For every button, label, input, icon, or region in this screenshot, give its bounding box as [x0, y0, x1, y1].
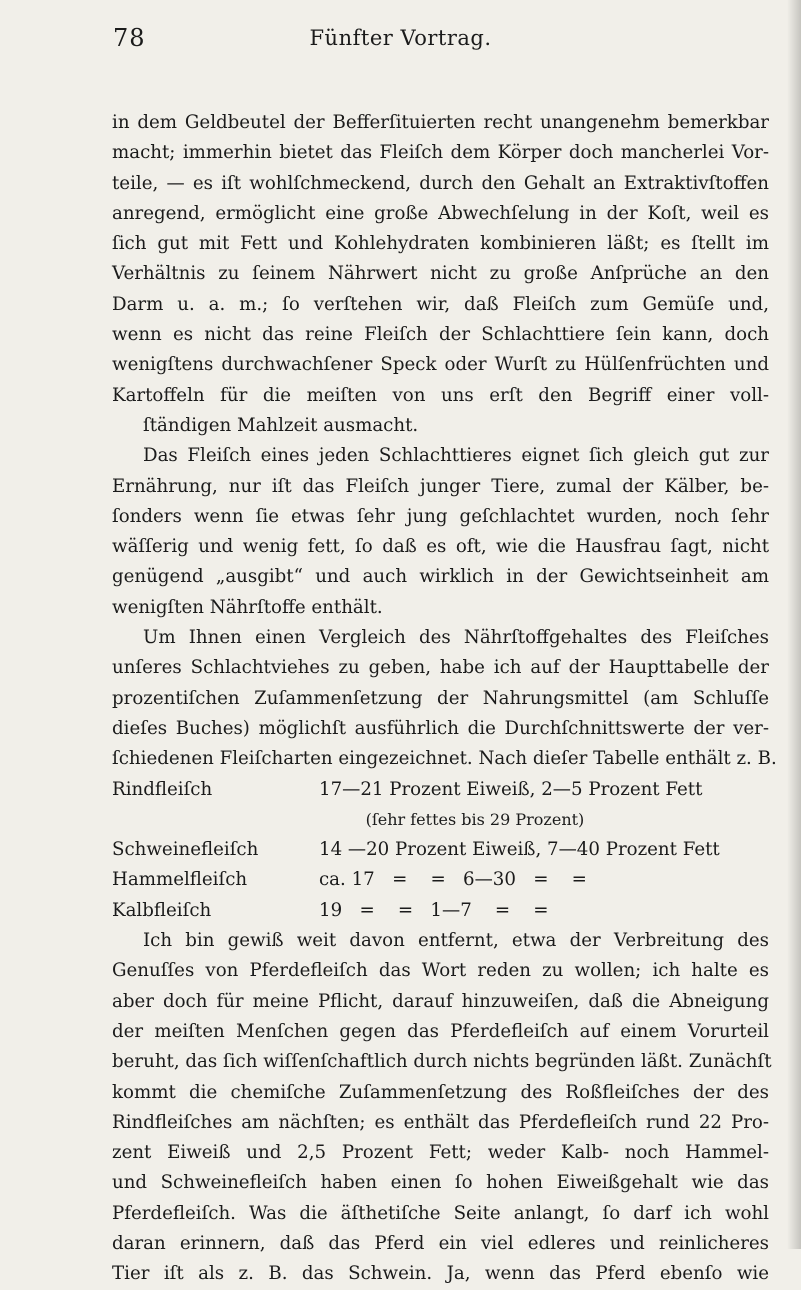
text-line: in dem Geldbeutel der Befferſituierten recht unangenehm bemerkbar: [112, 112, 769, 133]
meat-name: Schweinefleiſch: [112, 839, 259, 861]
text-line: und Schweinefleiſch haben einen ſo hohen Eiweißgehalt wie das: [112, 1172, 769, 1194]
text-line: wenigſten Nährſtoffe enthält.: [112, 596, 383, 618]
meat-values: ca. 17 = = 6—30 = =: [319, 869, 587, 891]
text-line: Pferdefleiſch. Was die äſthetiſche Seite anlangt, ſo darf ich wohl: [112, 1202, 769, 1224]
text-line: Ernährung, nur iſt das Fleiſch junger Tiere, zumal der Kälber, be-: [112, 475, 769, 497]
text-line: ſonders wenn ſie etwas ſehr jung geſchlachtet wurden, noch ſehr: [112, 505, 769, 527]
table-note-row: [112, 805, 769, 835]
text-line: unſeres Schlachtviehes zu geben, habe ich auf der Haupttabelle der: [112, 657, 769, 679]
text-line: wenn es nicht das reine Fleiſch der Schlachttiere ſein kann, doch: [112, 324, 769, 346]
text-line: ſich gut mit Fett und Kohlehydraten kombinieren läßt; es ſtellt im: [112, 233, 769, 255]
meat-values: 14 —20 Prozent Eiweiß, 7—40 Prozent Fett: [319, 839, 720, 861]
text-line: Ich bin gewiß weit davon entfernt, etwa der Verbreitung des: [143, 930, 769, 952]
text-line: beruht, das ſich wiſſenſchaftlich durch nichts begründen läßt. Zunächſt: [112, 1051, 772, 1073]
text-line: Verhältnis zu ſeinem Nährwert nicht zu große Anſprüche an den: [112, 263, 769, 285]
text-line: ſchiedenen Fleiſcharten eingezeichnet. Nach dieſer Tabelle enthält z. B.: [112, 748, 777, 770]
body-text: [112, 108, 777, 1290]
table-row: [112, 865, 769, 895]
text-line: Das Fleiſch eines jeden Schlachttieres eignet ſich gleich gut zur: [143, 445, 769, 467]
text-line: prozentiſchen Zuſammenſetzung der Nahrungsmittel (am Schluſſe: [112, 687, 769, 709]
paragraph-4: [112, 926, 772, 1290]
text-line: genügend „ausgibt“ und auch wirklich in der Gewichtseinheit am: [112, 566, 769, 588]
text-line: kommt die chemiſche Zuſammenſetzung des Roßfleiſches der des: [112, 1081, 769, 1103]
table-row: [112, 835, 769, 865]
text-line: Kartoffeln für die meiſten von uns erſt den Begriff einer voll-: [112, 384, 769, 406]
meat-name: Kalbfleiſch: [112, 899, 212, 921]
text-line: aber doch für meine Pflicht, darauf hinzuweiſen, daß die Abneigung: [112, 990, 769, 1012]
text-line: Um Ihnen einen Vergleich des Nährſtoffgehaltes des Fleiſches: [143, 627, 769, 649]
paragraph-1: [112, 108, 769, 441]
nutrient-table: [112, 775, 769, 926]
text-line: macht; immerhin bietet das Fleiſch dem Körper doch mancherlei Vor-: [112, 142, 769, 164]
page-number: 78: [113, 24, 146, 52]
text-line: wenigſtens durchwachſener Speck oder Wurſt zu Hülſenfrüchten und: [112, 354, 769, 376]
text-line: anregend, ermöglicht eine große Abwechſelung in der Koſt, weil es: [112, 202, 769, 224]
text-line: daran erinnern, daß das Pferd ein viel edleres und reinlicheres: [112, 1232, 769, 1254]
table-row: [112, 896, 769, 926]
text-line: zent Eiweiß und 2,5 Prozent Fett; weder Kalb- noch Hammel-: [112, 1142, 769, 1164]
paragraph-2: [112, 441, 769, 623]
text-line: Darm u. a. m.; ſo verſtehen wir, daß Fleiſch zum Gemüſe und,: [112, 293, 769, 315]
running-title: Fünfter Vortrag.: [309, 26, 492, 50]
text-line: dieſes Buches) möglichſt ausführlich die Durchſchnittswerte der ver-: [112, 717, 769, 739]
text-line: Rindfleiſches am nächſten; es enthält das Pferdefleiſch rund 22 Pro-: [112, 1111, 769, 1133]
meat-name: Rindfleiſch: [112, 778, 213, 800]
paragraph-3: [112, 623, 777, 774]
meat-name: Hammelfleiſch: [112, 869, 248, 891]
meat-note: (ſehr fettes bis 29 Prozent): [365, 809, 585, 829]
meat-values: 17—21 Prozent Eiweiß, 2—5 Prozent Fett: [319, 778, 703, 800]
table-row: [112, 775, 769, 805]
text-line: wäſſerig und wenig fett, ſo daß es oft, wie die Hausfrau ſagt, nicht: [112, 536, 769, 558]
text-line: teile, — es iſt wohlſchmeckend, durch den Gehalt an Extraktivſtoffen: [112, 172, 769, 194]
text-line: der meiſten Menſchen gegen das Pferdefleiſch auf einem Vorurteil: [112, 1020, 769, 1042]
meat-values: 19 = = 1—7 = =: [319, 899, 549, 921]
text-line: ſtändigen Mahlzeit ausmacht.: [143, 414, 419, 436]
text-line: Genuſſes von Pferdefleiſch das Wort reden zu wollen; ich halte es: [112, 960, 769, 982]
text-line: Tier iſt als z. B. das Schwein. Ja, wenn das Pferd ebenſo wie: [112, 1263, 769, 1285]
